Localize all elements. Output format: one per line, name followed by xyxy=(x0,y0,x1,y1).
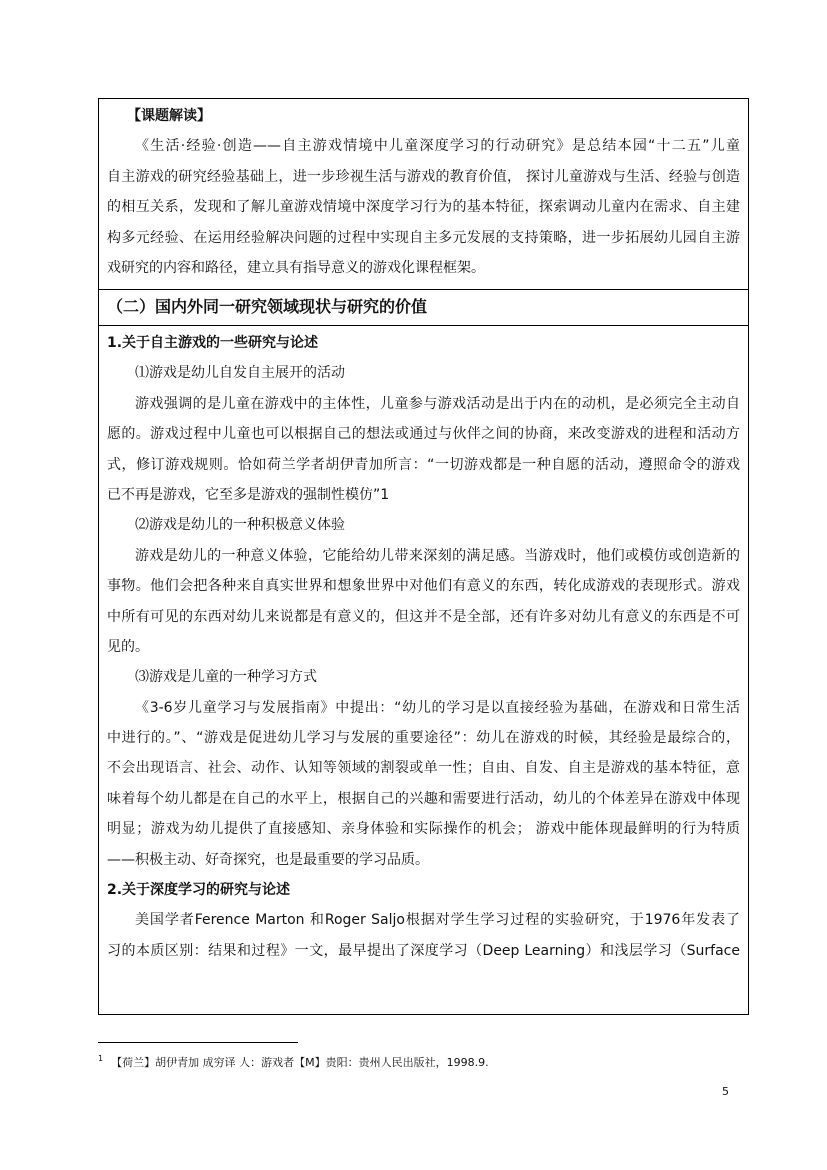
paragraph-line: 美国学者Ference Marton 和Roger Saljo根据对学生学习过程的实验研究，于1976年发表了 xyxy=(135,912,740,929)
content-table xyxy=(98,98,749,1015)
paragraph-line: 自主游戏的研究经验基础上，进一步珍视生活与游戏的教育价值， 探讨儿童游戏与生活、经验与创造 xyxy=(107,168,740,185)
paragraph-line: 游戏是幼儿的一种意义体验，它能给幼儿带来深刻的满足感。当游戏时，他们或模仿或创造新的 xyxy=(135,547,740,564)
paragraph-line: 愿的。游戏过程中儿童也可以根据自己的想法或通过与伙伴之间的协商，来改变游戏的进程和活动方 xyxy=(107,426,740,443)
footnote-marker: 1 xyxy=(98,1054,104,1064)
paragraph-line: 构多元经验、在运用经验解决问题的过程中实现自主多元发展的支持策略，进一步拓展幼儿园自主游 xyxy=(107,229,740,246)
paragraph-line: 中所有可见的东西对幼儿来说都是有意义的，但这并不是全部，还有许多对幼儿有意义的东西是不可 xyxy=(107,608,740,625)
paragraph-line: 不会出现语言、社会、动作、认知等领域的割裂或单一性；自由、自发、自主是游戏的基本特征，意 xyxy=(107,760,740,777)
footnote xyxy=(98,1054,489,1070)
subpoint-3: ⑶游戏是儿童的一种学习方式 xyxy=(135,669,317,686)
paragraph-line: 事物。他们会把各种来自真实世界和想象世界中对他们有意义的东西，转化成游戏的表现形式。游戏 xyxy=(107,578,740,595)
subheading-1: 1.关于自主游戏的一些研究与论述 xyxy=(107,335,319,351)
paragraph-line: ——积极主动、好奇探究，也是最重要的学习品质。 xyxy=(107,851,429,868)
paragraph-line: 《生活·经验·创造——自主游戏情境中儿童深度学习的行动研究》是总结本园“十二五”儿童 xyxy=(135,138,740,155)
paragraph-line: 游戏强调的是儿童在游戏中的主体性，儿童参与游戏活动是出于内在的动机，是必须完全主动自 xyxy=(135,395,740,412)
subheading-2: 2.关于深度学习的研究与论述 xyxy=(107,882,291,899)
paragraph-line: 的相互关系，发现和了解儿童游戏情境中深度学习行为的基本特征，探索调动儿童内在需求、自主建 xyxy=(107,199,740,216)
paragraph-line: 已不再是游戏，它至多是游戏的强制性模仿”1 xyxy=(107,486,390,503)
paragraph-line: 味着每个幼儿都是在自己的水平上，根据自己的兴趣和需要进行活动，幼儿的个体差异在游戏中体现 xyxy=(107,790,740,807)
paragraph-line: 式，修订游戏规则。恰如荷兰学者胡伊青加所言：“一切游戏都是一种自愿的活动，遵照命令的游戏 xyxy=(107,456,740,473)
section-heading: （二）国内外同一研究领域现状与研究的价值 xyxy=(107,297,428,316)
subpoint-2: ⑵游戏是幼儿的一种积极意义体验 xyxy=(135,517,345,534)
topic-heading: 【课题解读】 xyxy=(127,108,211,124)
research-content-cell xyxy=(99,326,748,1014)
section-heading-cell xyxy=(99,290,748,326)
paragraph-line: 见的。 xyxy=(107,638,149,655)
subpoint-1: ⑴游戏是幼儿自发自主展开的活动 xyxy=(135,365,345,382)
footnote-text: 【荷兰】胡伊青加 成穷译 人：游戏者【M】贵阳：贵州人民出版社，1998.9. xyxy=(111,1056,489,1069)
paragraph-line: 《3-6岁儿童学习与发展指南》中提出：“幼儿的学习是以直接经验为基础，在游戏和日常生活 xyxy=(135,699,740,716)
paragraph-line: 中进行的。”、“游戏是促进幼儿学习与发展的重要途径”：幼儿在游戏的时候，其经验是最综合的， xyxy=(107,730,740,747)
paragraph-line: 习的本质区别：结果和过程》一文，最早提出了深度学习（Deep Learning）和浅层学习（Surface xyxy=(107,942,740,959)
paragraph-line: 明显；游戏为幼儿提供了直接感知、亲身体验和实际操作的机会； 游戏中能体现最鲜明的行为特质 xyxy=(107,821,740,838)
page-number: 5 xyxy=(722,1085,729,1098)
topic-interpretation-cell xyxy=(99,99,748,290)
paragraph-line: 戏研究的内容和路径，建立具有指导意义的游戏化课程框架。 xyxy=(107,259,485,276)
footnote-divider xyxy=(98,1042,298,1043)
